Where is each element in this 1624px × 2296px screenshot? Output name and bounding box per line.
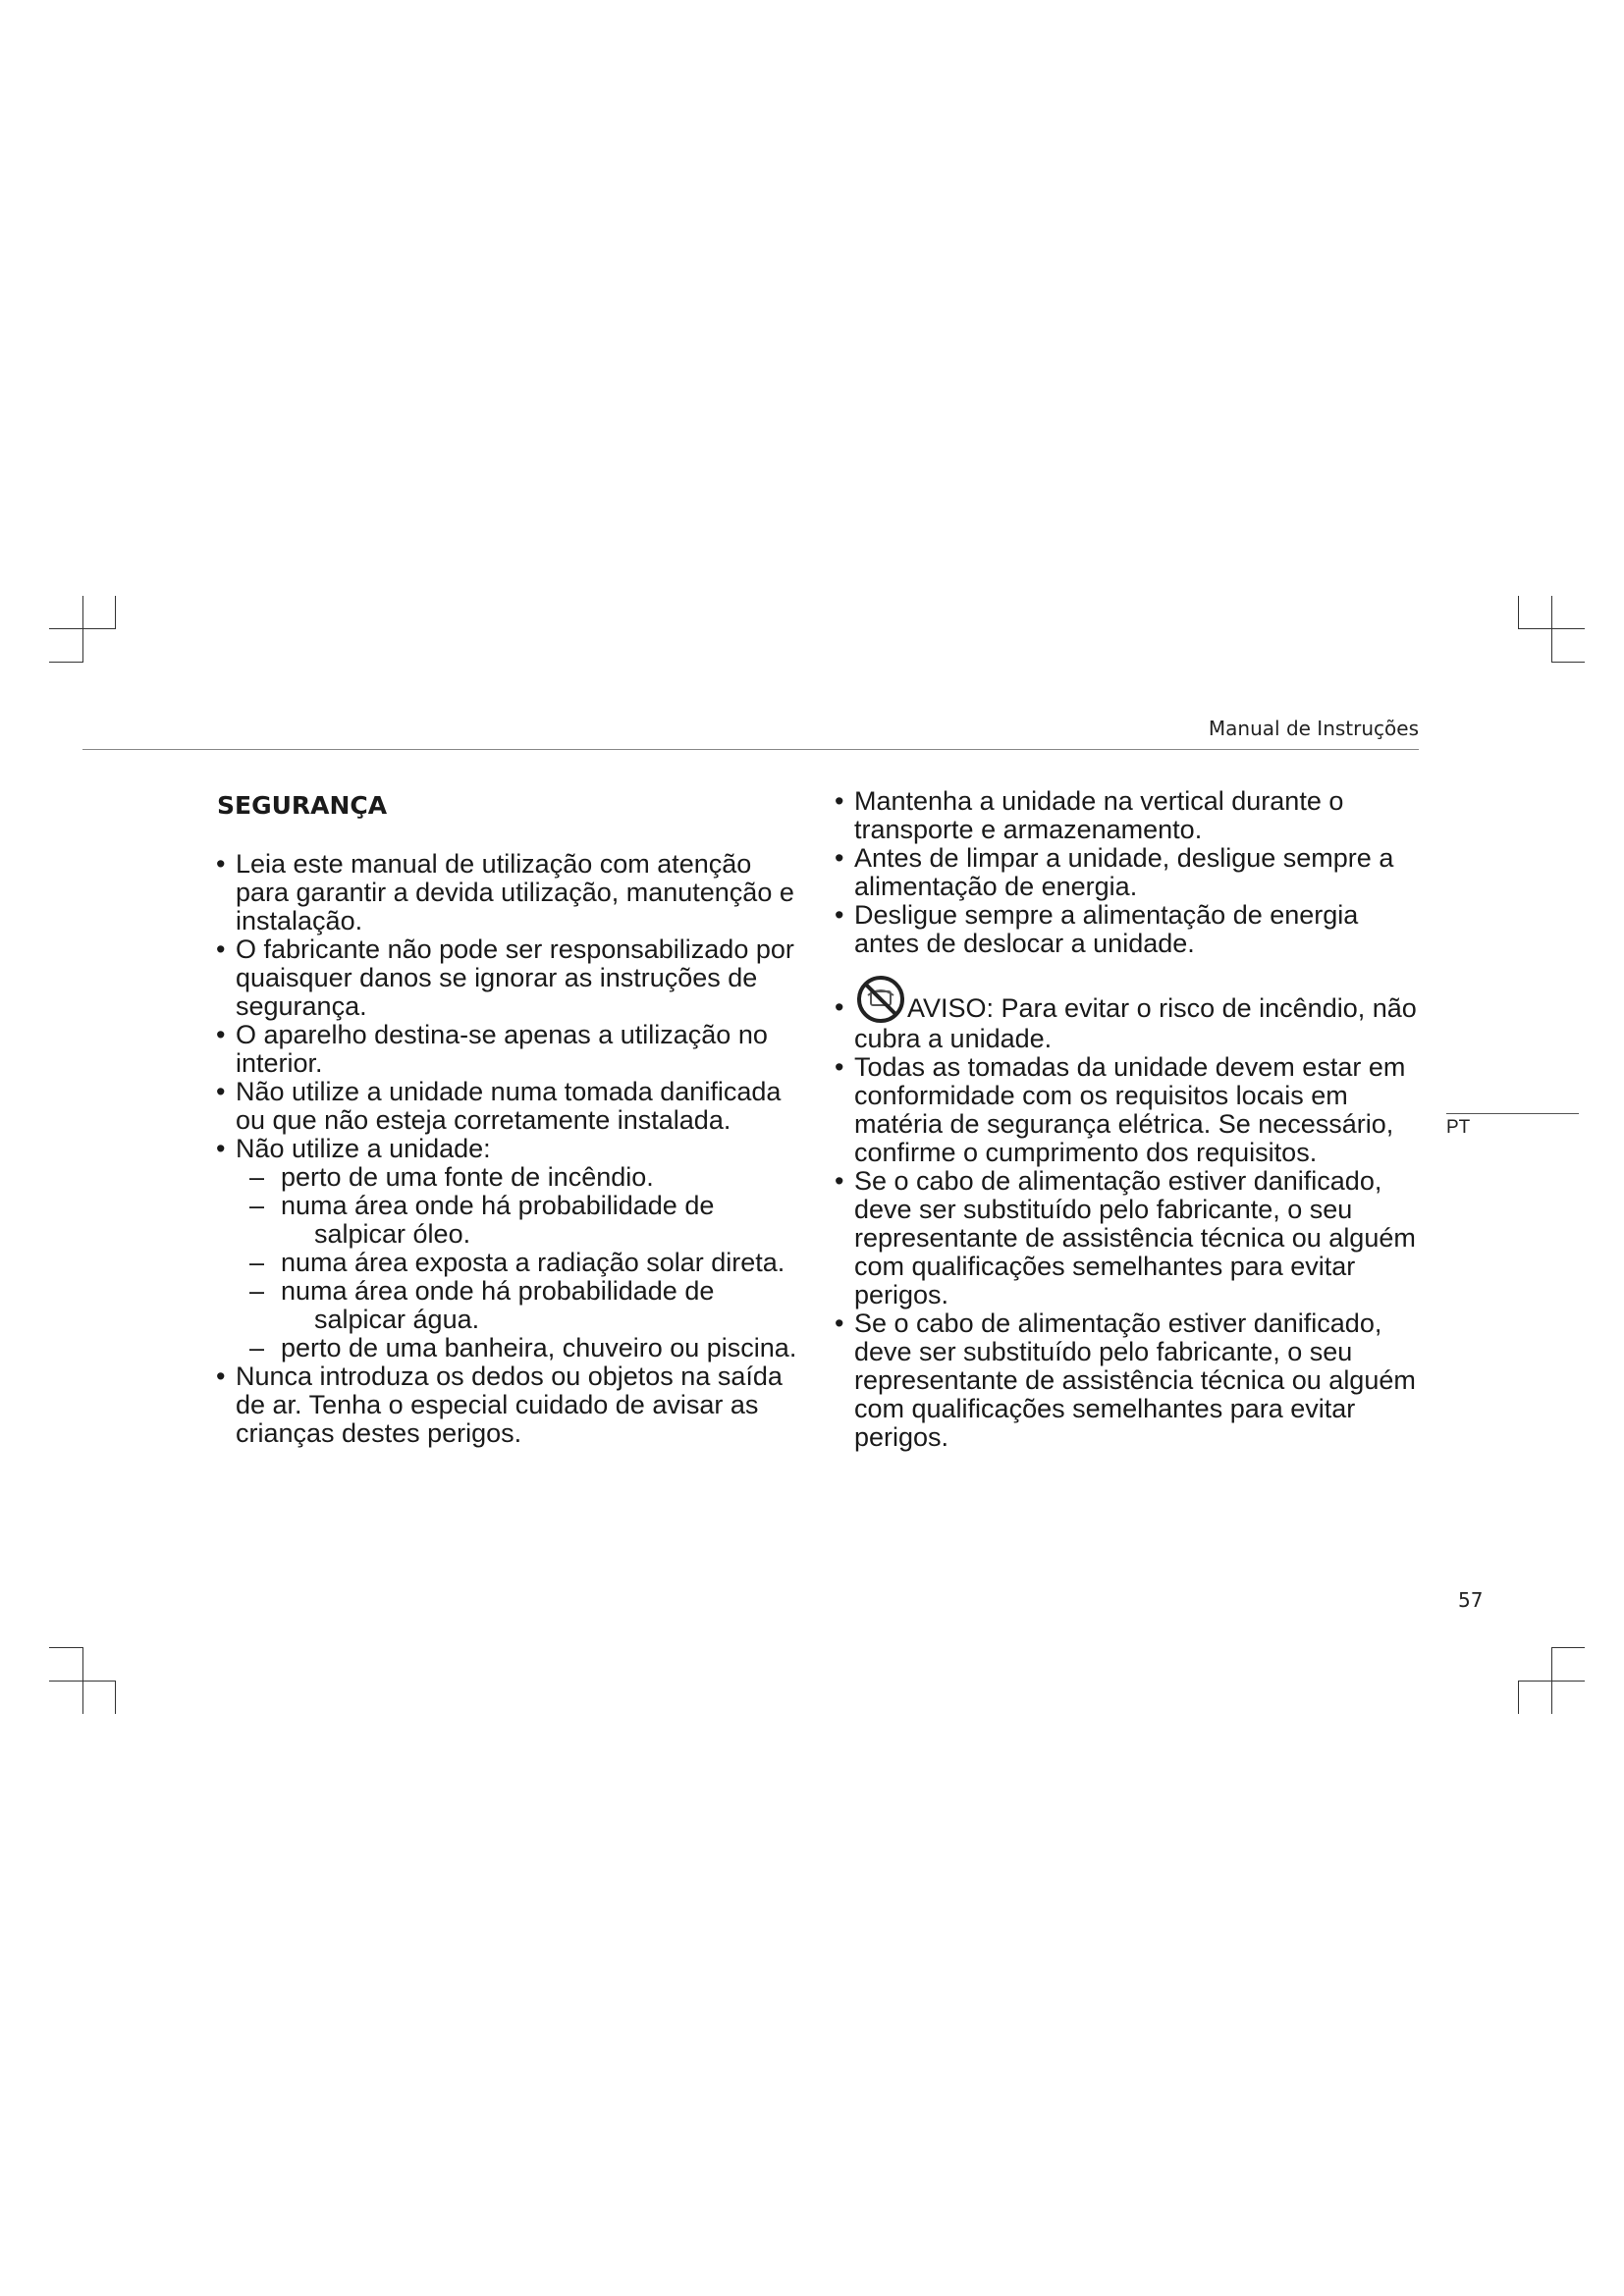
- bullet: •: [835, 992, 844, 1022]
- left-column-list: [216, 850, 805, 1448]
- list-item-text: Não utilize a unidade numa tomada danificada ou que não esteja corretamente instalada.: [236, 1077, 782, 1135]
- dash: –: [249, 1333, 265, 1362]
- list-item: [835, 787, 1424, 844]
- section-title: SEGURANÇA: [217, 791, 388, 820]
- bullet: •: [835, 843, 844, 873]
- sub-list-item-text: perto de uma fonte de incêndio.: [281, 1162, 654, 1192]
- crop-mark-bottom-left-top: [49, 1647, 83, 1648]
- list-item-text: Antes de limpar a unidade, desligue sempre a alimentação de energia.: [854, 843, 1394, 901]
- header-rule: [82, 749, 1419, 750]
- crop-mark-bottom-right-inner: [1518, 1681, 1519, 1714]
- dash: –: [249, 1276, 265, 1306]
- list-item-text: O fabricante não pode ser responsabilizado por quaisquer danos se ignorar as instruções de segurança.: [236, 934, 794, 1021]
- bullet: •: [835, 1052, 844, 1082]
- right-column-list: [835, 787, 1424, 1452]
- crop-mark-top-left-vertical: [82, 596, 83, 663]
- list-item-text: O aparelho destina-se apenas a utilização no interior.: [236, 1020, 768, 1078]
- crop-mark-top-right-vertical: [1551, 596, 1552, 663]
- sub-list-item: [216, 1192, 805, 1249]
- list-item: [216, 1078, 805, 1135]
- crop-mark-top-left-bottom: [49, 662, 83, 663]
- do-not-cover-icon-graphic: [854, 974, 907, 1025]
- list-item-text: Se o cabo de alimentação estiver danificado, deve ser substituído pelo fabricante, o seu representante de assistência técnica ou alguém com qualificações semelhantes para evitar perigos.: [854, 1308, 1416, 1452]
- list-item: [216, 1021, 805, 1078]
- bullet: •: [216, 1077, 226, 1106]
- crop-mark-bottom-left-inner: [115, 1681, 116, 1714]
- bullet: •: [216, 1020, 226, 1049]
- sub-list-item: [216, 1277, 805, 1334]
- list-item: [835, 1053, 1424, 1167]
- list-item: [835, 844, 1424, 901]
- dash: –: [249, 1191, 265, 1220]
- sub-list-item-text: numa área onde há probabilidade de salpicar óleo.: [281, 1191, 715, 1249]
- bullet: •: [216, 934, 226, 964]
- bullet: •: [835, 900, 844, 930]
- bullet: •: [835, 1166, 844, 1196]
- list-item: [216, 935, 805, 1021]
- list-item-text: Nunca introduza os dedos ou objetos na saída de ar. Tenha o especial cuidado de avisar as crianças destes perigos.: [236, 1362, 783, 1448]
- crop-mark-top-right-bottom: [1551, 662, 1585, 663]
- dash: –: [249, 1248, 265, 1277]
- bullet: •: [835, 1308, 844, 1338]
- list-item: [835, 901, 1424, 958]
- list-item-text: Não utilize a unidade:: [236, 1134, 491, 1163]
- bullet: •: [216, 849, 226, 879]
- crop-mark-bottom-left-vertical: [82, 1647, 83, 1714]
- list-item: [835, 1309, 1424, 1452]
- crop-mark-bottom-right-top: [1551, 1647, 1585, 1648]
- list-item-text: Desligue sempre a alimentação de energia antes de deslocar a unidade.: [854, 900, 1359, 958]
- sub-list-item: [216, 1249, 805, 1277]
- list-item: [835, 1167, 1424, 1309]
- warning-text: AVISO: Para evitar o risco de incêndio, não cubra a unidade.: [854, 993, 1417, 1053]
- list-item-text: Mantenha a unidade na vertical durante o transporte e armazenamento.: [854, 786, 1344, 844]
- list-item: [216, 1135, 805, 1163]
- list-item: [216, 1362, 805, 1448]
- crop-mark-top-left-inner: [115, 596, 116, 628]
- language-tab-label: PT: [1446, 1117, 1471, 1138]
- page-number: 57: [1458, 1588, 1484, 1612]
- dash: –: [249, 1162, 265, 1192]
- running-header-title: Manual de Instruções: [1208, 717, 1419, 740]
- crop-mark-bottom-right-vertical: [1551, 1647, 1552, 1714]
- list-item: [216, 850, 805, 935]
- do-not-cover-icon: [854, 974, 907, 1025]
- sub-list-item-text: perto de uma banheira, chuveiro ou piscina.: [281, 1333, 797, 1362]
- list-item-text: Leia este manual de utilização com atenção para garantir a devida utilização, manutenção e instalação.: [236, 849, 794, 935]
- bullet: •: [216, 1362, 226, 1391]
- bullet: •: [216, 1134, 226, 1163]
- sub-list-item: [216, 1334, 805, 1362]
- sub-list-item-text: numa área exposta a radiação solar direta.: [281, 1248, 785, 1277]
- warning-item: [835, 974, 1424, 1053]
- list-item-text: Se o cabo de alimentação estiver danificado, deve ser substituído pelo fabricante, o seu representante de assistência técnica ou alguém com qualificações semelhantes para evitar perigos.: [854, 1166, 1416, 1309]
- list-item-text: Todas as tomadas da unidade devem estar em conformidade com os requisitos locais em matéria de segurança elétrica. Se necessário, confirme o cumprimento dos requisitos.: [854, 1052, 1406, 1167]
- bullet: •: [835, 786, 844, 816]
- language-tab-rule: [1446, 1113, 1579, 1114]
- crop-mark-top-right-inner: [1518, 596, 1519, 628]
- sub-list-item-text: numa área onde há probabilidade de salpicar água.: [281, 1276, 715, 1334]
- sub-list-item: [216, 1163, 805, 1192]
